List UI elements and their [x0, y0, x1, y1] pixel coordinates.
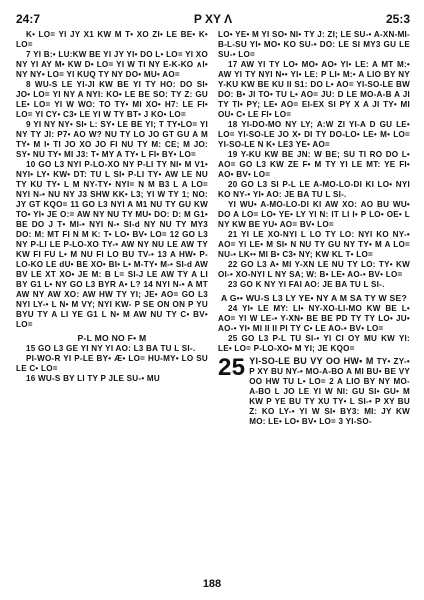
chapter-text: TY• ZY-• P XY BU NY-• MO-A-BO A MI BU• BE VY OO HW TU L• LO= 2 A LIO BY NY MO-A-BO L JO LE YI W NI: GU SI• GU• M KW P YE BU TY XU TY• L SI-• P XY BU Z: KO LY-• YI W SI• BY3: MI: JY KW MO: LE• LO• BV• LO= 3 YI-SO-	[249, 357, 410, 426]
paragraph: 8 WU-S LE YI-JI KW BE YI TY HO: DO SI• JO• LO= YI NY A NYI: KO• LE BE SO: TY Z: GU LE• LO= YI W WO: TO TY• MI XO• H7: LE FI• LO= YI CY• C3• LE YI W TY BT• J KO• LO=	[16, 80, 208, 119]
paragraph: 7 YI B:• LU:KW BE YI JY YI• DO L• LO= YI XO NY YI AY M• KW D• LO= YI W TI NY E-K-KO ∧I• NY NY• LO= YI KUQ TY NY DO• MU• AO=	[16, 50, 208, 79]
paragraph: 24 YI• LE MY: LI• NY-XO-LI-MO KW BE L• AO= YI W LE-• Y-XN• BE BE PD TY TY LO• JU• AO-• YI• MI II II PI TY C• LE AO-• BV• LO=	[218, 304, 410, 333]
chapter-body	[249, 356, 410, 427]
page-number: 188	[202, 578, 222, 590]
header-right-reference: 25:3	[385, 12, 410, 26]
left-column	[16, 30, 208, 575]
paragraph: 17 AW YI TY LO• MO• AO• YI• LE: A MT M:• AW YI TY NYI N•• YI• LE: P LI• M:• A LIO BY NY Y-KU KW BE KU II S1: DO L• AO= YI-SO-LE BW DO: B• JI TO• TU L• AO= JU: D LE MO-A-B A JI TY TI• PY; LE• AO= EI-EX SI PY X A JI TY• MI OU• C• LE FI• LO=	[218, 60, 410, 119]
header-book-title: P XY Ʌ	[193, 12, 233, 26]
paragraph: 20 GO L3 SI P-L LE A-MO-LO-DI KI LO• NYI KO NY-• YI• AO: JE BA TU L SI-.	[218, 180, 410, 199]
paragraph: 22 GO L3 A• MI Y-XN LE NU TY LO: TY• KW OI-• XO-NYI L NY SA; W: B• LE• AO-• BV• LO=	[218, 260, 410, 279]
paragraph: LO• YE• M YI SO• NI• TY J: ZI; LE SU-• A-XN-MI-B-L-SU YI• MO• KO SU-• DO: LE SI MY3 GU LE SU-• LO=	[218, 30, 410, 59]
paragraph: 15 GO L3 GE YI NY YI AO: L3 BA TU L SI-.	[26, 344, 196, 353]
paragraph: 9 YI NY NY• SI• L: SY• LE BE YI; T TY•LO= YI NY TY JI: P7• AO W? NU TY LO JO GT GU A M TY• M I• TI JO XO JO FI NU TY M: CE; M JO: SY• NU TY• MI J3: T• MY A TY• L FI• BY• LO=	[16, 120, 208, 159]
paragraph: 16 WU-S BY LI TY P JLE SU-• MU	[26, 374, 161, 383]
paragraph: 21 YI LE XO-NYI L LO TY LO: NYI KO NY-• AO= YI LE• M SI• N NU TY GU NY TY• M A LO= NU-• LK•• MI B• C3• NY; KW KL T• LO=	[218, 230, 410, 259]
paragraph: PI-WO-R YI P-LE BY• Æ• LO= HU-MY• LO SU LE C• LO=	[16, 354, 208, 373]
paragraph: YI WU• A-MO-LO-DI KI AW XO: AO BU WU• DO A LO= LO• YE• LY YI N: IT LI I• P LO• OE• L NY KW BE YU• AO= BV• LO=	[218, 200, 410, 229]
paragraph: 23 GO K NY YI FAI AO: JE BA TU L SI-.	[228, 280, 385, 289]
paragraph: 18 YI-DO-MO NY LY; A:W ZI YI-A D GU LE• LO= YI-SO-LE JO X• DI TY DO-LO• LE• M• LO= YI-SO-LE N K• LE3 YE• AO=	[218, 120, 410, 149]
text-columns	[16, 30, 410, 575]
chapter-number: 25	[218, 354, 246, 381]
header-left-reference: 24:7	[16, 12, 41, 26]
paragraph: K• LO= YI JY X1 KW M T• XO ZI• LE BE• K• LO=	[16, 30, 208, 49]
paragraph: 10 GO L3 NYI P-LO-XO NY P-LI TY NI• M V1• NYI• LY• KW• DT: TU L SI• P-LI TY• AW LE NU TY KU TY• L M NY-TY• NYI= N M B3 L A LO= NYI N-• NU NY J3 SHW KK• L3; YI W TY 1; NO: JY GT KQO= 11 GO L3 NYI A M1 NU TY GU KW TO• YI• JE O:= AW NY NU TY MU• DO: D: M G1• BE DO J T• MI-• NYI N-• SI-d NY NU TY MY3 DO: M: MT FI N M K: T• LO• BV• LO= 12 GO L3 NY P-LI LE P-LO-XO TY-• AW NY NU LE AW TY KW FI FU L• M NU FI LO BU TV-• 13 A HW• P-LO-KO LE dU• BE XO• BI• L• M-TY• M-• SI-d AW BV LE XT XO• JE M: B L= SI-J LE AW TY A LI BY G1 L• NY GO L3 BYR A• L? 14 NYI N-• A MT AW NY AW XO: AW HW TY YI; JE• AO= GO L3 NYI LY-• L N• M VY; NYI KW- P SE ON ON P YU BYU TY A LI YE G1 L N• M AW NU TY C• BV• LO=	[16, 160, 208, 329]
section-heading: P-L MO NO F• M	[77, 333, 147, 343]
chapter-title: YI-SO-LE BU VY OO HW• M	[249, 356, 374, 366]
chapter-block	[218, 356, 410, 427]
page-header	[16, 8, 410, 28]
paragraph: 19 Y-KU KW BE JN: W BE; SU TI RO DO L• AO= GO L3 KW ZE F• M TY YI LE MT: YE FI• AO• BV• LO=	[218, 150, 410, 179]
right-column	[218, 30, 410, 575]
paragraph: A G•• WU-S L3 LY YE• NY A M SA TY W SE?	[220, 293, 408, 303]
paragraph: 25 GO L3 P-L TU SI-• YI CI OY MU KW YI: LE• LO= P-LO-XO• M YI; JE KQO=	[218, 334, 410, 353]
